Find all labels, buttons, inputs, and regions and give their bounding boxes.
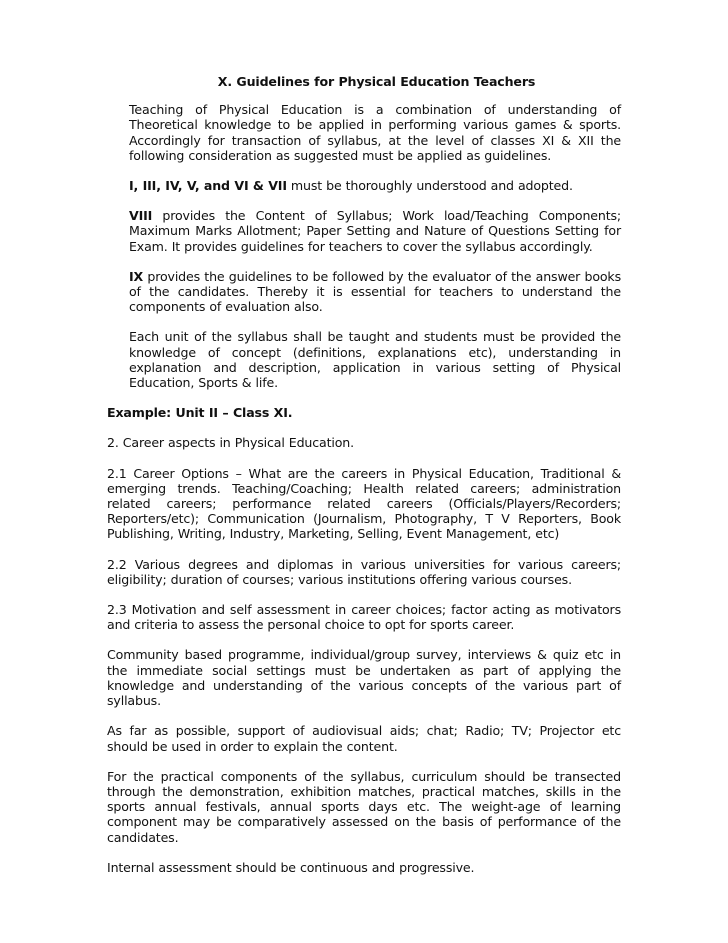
sections-paragraph <box>129 178 621 193</box>
sections-text: must be thoroughly understood and adopted. <box>286 178 573 194</box>
intro-paragraph: Teaching of Physical Education is a combination of understanding of Theoretical knowledge to be applied in performing various games & sports. Accordingly for transaction of syllabus, at the level of classes XI & XII the following consideration as suggested must be applied as guidelines. <box>129 102 621 163</box>
viii-bold: VIII <box>129 208 153 224</box>
example-heading: Example: Unit II – Class XI. <box>107 405 293 421</box>
section-2-2-paragraph: 2.2 Various degrees and diplomas in various universities for various careers; eligibility; duration of courses; various institutions offering various courses. <box>107 556 621 587</box>
sections-bold: I, III, IV, V, and VI & VII <box>129 178 287 194</box>
career-aspects-heading: 2. Career aspects in Physical Education. <box>107 435 354 451</box>
ix-bold: IX <box>129 268 144 284</box>
section-2-1-paragraph: 2.1 Career Options – What are the careers in Physical Education, Traditional & emerging trends. Teaching/Coaching; Health related careers; administration related careers; performance related careers (Officials/Players/Recorders; Reporters/etc); Communication (Journalism, Photography, T V Reporters, Book Publishing, Writing, Industry, Marketing, Selling, Event Management, etc) <box>107 465 621 542</box>
document-title: X. Guidelines for Physical Education Teachers <box>217 74 536 89</box>
viii-text: provides the Content of Syllabus; Work load/Teaching Components; Maximum Marks Allotment; Paper Setting and Nature of Questions Setting for Exam. It provides guidelines for teachers to cover the syllabus accordingly. <box>129 208 621 254</box>
each-unit-paragraph: Each unit of the syllabus shall be taught and students must be provided the knowledge of concept (definitions, explanations etc), understanding in explanation and description, application in various setting of Physical Education, Sports & life. <box>129 329 621 391</box>
ix-text: provides the guidelines to be followed by the evaluator of the answer books of the candidates. Thereby it is essential for teachers to understand the components of evaluation also. <box>129 268 621 315</box>
ix-paragraph <box>129 269 621 315</box>
indented-guidelines <box>129 102 621 390</box>
community-paragraph: Community based programme, individual/group survey, interviews & quiz etc in the immediate social settings must be undertaken as part of applying the knowledge and understanding of the various concepts of the various part of syllabus. <box>107 647 621 709</box>
internal-assessment-paragraph: Internal assessment should be continuous and progressive. <box>107 859 475 875</box>
section-2-3-paragraph: 2.3 Motivation and self assessment in career choices; factor acting as motivators and criteria to assess the personal choice to opt for sports career. <box>107 602 621 633</box>
audiovisual-paragraph: As far as possible, support of audiovisual aids; chat; Radio; TV; Projector etc should be used in order to explain the content. <box>107 723 621 754</box>
practical-paragraph: For the practical components of the syllabus, curriculum should be transected through the demonstration, exhibition matches, practical matches, skills in the sports annual festivals, annual sports days etc. The weight-age of learning component may be comparatively assessed on the basis of performance of the candidates. <box>107 768 621 845</box>
viii-paragraph <box>129 208 621 254</box>
